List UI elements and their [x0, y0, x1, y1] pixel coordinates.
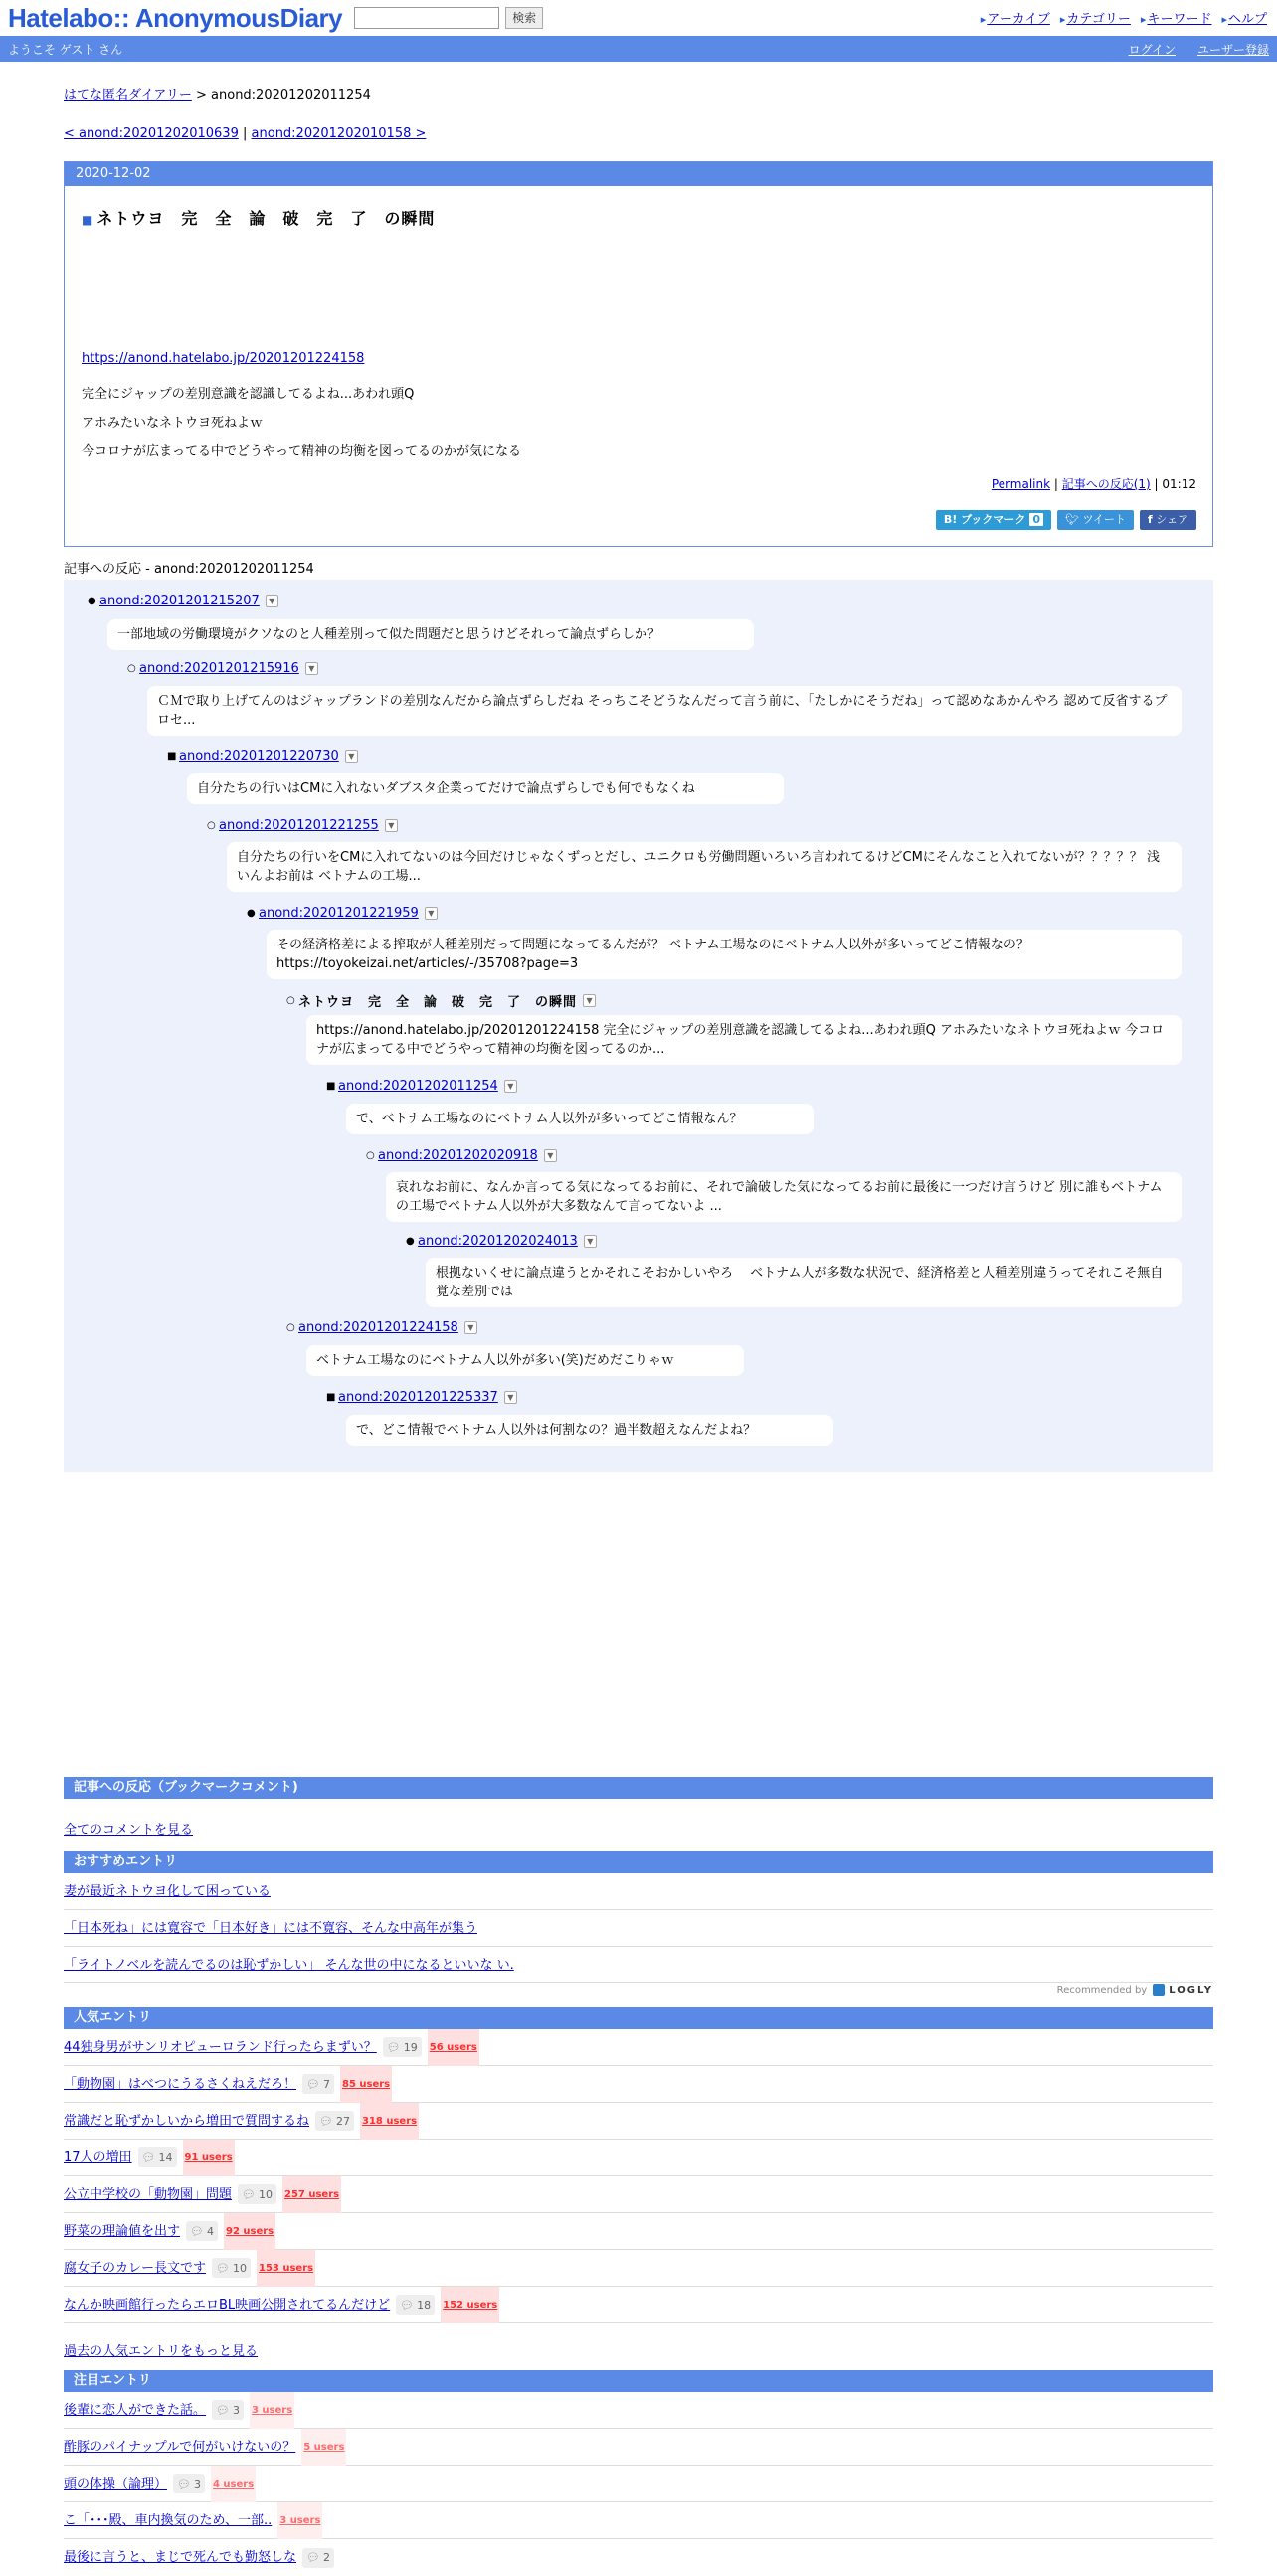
attention-link[interactable]: 酢豚のパイナップルで何がいけないの？ [64, 2439, 296, 2455]
reaction-node [286, 1320, 477, 1335]
recommended-link[interactable]: 「ライトノベルを読んでるのは恥ずかしい」 そんな世の中になるといいな い. [64, 1958, 514, 1973]
reaction-node [207, 818, 398, 833]
reaction-bubble: その経済格差による搾取が人種差別だって問題になってるんだが？ ベトナム工場なのにベトナム人以外が多いってどこ情報なの？ https://toyokeizai.net/articles/-/35708?page=3 [267, 930, 1182, 979]
category-link[interactable]: カテゴリー [1066, 12, 1131, 27]
reaction-id-link[interactable]: anond:20201201215207 [99, 594, 260, 608]
dropdown-icon[interactable]: ▼ [425, 907, 438, 920]
popular-item [64, 2250, 1213, 2287]
comment-count-value: 3 [232, 2403, 240, 2417]
tweet-button[interactable] [1057, 510, 1134, 530]
bullet-circle-icon: ○ [286, 995, 295, 1006]
reaction-bubble: https://anond.hatelabo.jp/20201201224158 完全にジャップの差別意識を認識してるよね...あわれ頭Q アホみたいなネトウヨ死ねよｗ 今コロナが広まってる中でどうやって精神の均衡を図ってるのか... [306, 1015, 1182, 1065]
bullet-circle-icon: ○ [286, 1322, 295, 1333]
reaction-title: ネトウヨ 完 全 論 破 完 了 の瞬間 [298, 995, 578, 1010]
keyword-link[interactable]: キーワード [1147, 12, 1212, 27]
reaction-id-link[interactable]: anond:20201201221255 [219, 818, 379, 833]
popular-item [64, 2287, 1213, 2323]
reaction-bubble: で、どこ情報でベトナム人以外は何割なの？過半数超えなんだよね？ [346, 1415, 833, 1446]
search-input[interactable] [354, 7, 499, 29]
header-links [981, 8, 1267, 27]
bookmark-users-badge[interactable]: 3 users [250, 2392, 294, 2429]
breadcrumb-separator: > [195, 88, 207, 103]
comment-count-value: 10 [258, 2187, 273, 2201]
attention-link[interactable]: 頭の体操（論理） [64, 2476, 168, 2491]
reaction-node [326, 1079, 517, 1094]
entry-navigation [64, 126, 1213, 141]
entry-url-link[interactable]: https://anond.hatelabo.jp/20201201224158 [82, 351, 365, 366]
bullet-disc-icon: ● [406, 1236, 415, 1247]
bookmark-users-badge[interactable]: 85 users [340, 2066, 392, 2103]
popular-link[interactable]: なんか映画館行ったらエロBL映画公開されてるんだけど [64, 2297, 391, 2313]
dropdown-icon[interactable]: ▼ [385, 819, 398, 832]
popular-item [64, 2140, 1213, 2176]
more-popular-link[interactable]: 過去の人気エントリをもっと見る [64, 2344, 259, 2359]
bookmark-users-badge[interactable]: 257 users [282, 2176, 341, 2213]
reaction-bubble: で、ベトナム工場なのにベトナム人以外が多いってどこ情報なん？ [346, 1104, 814, 1134]
recommended-item [64, 1910, 1213, 1947]
comment-count[interactable] [302, 2074, 334, 2094]
bookmark-users-badge[interactable]: 153 users [257, 2250, 315, 2287]
popular-link[interactable]: 常識だと恥ずかしいから増田で質問するね [64, 2113, 310, 2129]
bullet-square-icon: ■ [326, 1392, 336, 1403]
comment-count[interactable] [383, 2037, 422, 2057]
dropdown-icon[interactable]: ▼ [504, 1391, 517, 1404]
reaction-id-link[interactable]: anond:20201201224158 [298, 1320, 458, 1335]
facebook-share-button[interactable] [1140, 510, 1196, 530]
recommended-link[interactable]: 「日本死ね」には寛容で「日本好き」には不寛容、そんな中高年が集う [64, 1921, 478, 1936]
comment-bubble-icon: 💬︎ [306, 2551, 320, 2564]
login-link[interactable]: ログイン [1128, 42, 1176, 57]
comment-bubble-icon: 💬︎ [216, 2261, 230, 2275]
comment-count-value: 3 [193, 2477, 201, 2490]
comment-bubble-icon: 💬︎ [141, 2150, 156, 2164]
reaction-bubble: 根拠ないくせに論点違うとかそれこそおかしいやろ ベトナム人が多数な状況で、経済格差と人種差別違うってそれこそ無自覚な差別では [426, 1258, 1182, 1307]
attention-item [64, 2466, 1213, 2502]
arrow-icon: ▸ [1140, 13, 1147, 26]
reaction-bubble: ベトナム工場なのにベトナム人以外が多い(笑)だめだこりゃｗ [306, 1345, 744, 1376]
entry-footer: Permalink | 記事への反応(1) | 01:12 [991, 477, 1196, 491]
entry-date: 2020-12-02 [65, 162, 1212, 186]
dropdown-icon[interactable]: ▼ [583, 994, 596, 1007]
reaction-node [127, 661, 318, 676]
top-bar [0, 0, 1277, 36]
comment-count-value: 19 [403, 2040, 418, 2054]
bullet-circle-icon: ○ [127, 663, 136, 674]
site-logo[interactable]: Hatelabo:: AnonymousDiary [8, 3, 343, 33]
popular-link[interactable]: 腐女子のカレー長文です [64, 2260, 207, 2276]
reaction-node [366, 1148, 557, 1163]
attention-item [64, 2429, 1213, 2466]
reaction-id-link[interactable]: anond:20201202020918 [378, 1148, 538, 1163]
bullet-square-icon: ■ [167, 751, 177, 762]
reactions-link[interactable]: 記事への反応(1) [1061, 477, 1151, 491]
comment-count[interactable] [315, 2111, 354, 2131]
reaction-node [406, 1234, 597, 1249]
attention-link[interactable]: 後輩に恋人ができた話。 [64, 2402, 207, 2418]
dropdown-icon[interactable]: ▼ [504, 1080, 517, 1093]
attention-item [64, 2539, 1213, 2576]
reaction-id-link[interactable]: anond:20201201225337 [338, 1390, 498, 1405]
bookmark-count: 0 [1029, 513, 1043, 526]
reaction-bubble: 一部地域の労働環境がクソなのと人種差別って似た問題だと思うけどそれって論点ずらしか？ [107, 619, 754, 650]
reaction-tree [64, 580, 1213, 1472]
reaction-bubble: ＣＭで取り上げてんのはジャップランドの差別なんだから論点ずらしだね そっちこそどうなんだって言う前に、「たしかにそうだね」って認めなあかんやろ 認めて反省するプロセ... [147, 686, 1182, 736]
comment-count-value: 27 [335, 2114, 350, 2128]
breadcrumb-current: anond:20201202011254 [211, 88, 371, 103]
bookmark-users-badge[interactable]: 3 users [277, 2502, 322, 2539]
signup-link[interactable]: ユーザー登録 [1196, 42, 1269, 57]
comment-count[interactable] [138, 2147, 177, 2167]
popular-heading: 人気エントリ [64, 2007, 1213, 2029]
dropdown-icon[interactable]: ▼ [266, 595, 278, 607]
comment-bubble-icon: 💬︎ [216, 2403, 230, 2417]
comment-count[interactable] [302, 2548, 334, 2568]
recommended-by-text: Recommended by [1056, 1984, 1148, 1996]
attention-item [64, 2392, 1213, 2429]
comment-count[interactable] [396, 2295, 435, 2315]
welcome-bar [0, 36, 1277, 62]
comment-bubble-icon: 💬︎ [319, 2114, 333, 2128]
share-buttons [936, 510, 1196, 530]
bookmark-users-badge[interactable]: 152 users [441, 2287, 499, 2323]
comment-count[interactable] [186, 2221, 218, 2241]
reaction-id-link[interactable]: anond:20201201220730 [179, 749, 339, 764]
recommended-item [64, 1873, 1213, 1910]
tweet-label: ツイート [1082, 513, 1126, 526]
entry-body-line: 完全にジャップの差別意識を認識してるよね...あわれ頭Q [82, 387, 415, 402]
next-entry-link[interactable]: anond:20201202010158 > [251, 126, 427, 141]
search-button[interactable]: 検索 [505, 7, 543, 29]
dropdown-icon[interactable]: ▼ [584, 1235, 597, 1248]
comment-bubble-icon: 💬︎ [242, 2187, 256, 2201]
arrow-icon: ▸ [980, 13, 987, 26]
comment-count-value: 18 [417, 2298, 432, 2312]
attention-link[interactable]: こ「･･･殿、車内換気のため、一部.. [64, 2512, 273, 2528]
dropdown-icon[interactable]: ▼ [464, 1321, 477, 1334]
popular-item [64, 2213, 1213, 2250]
comment-bubble-icon: 💬︎ [386, 2040, 401, 2054]
comment-count-value: 14 [158, 2150, 173, 2164]
dropdown-icon[interactable]: ▼ [544, 1149, 557, 1162]
comment-count[interactable] [212, 2258, 251, 2278]
nav-separator: | [243, 126, 248, 141]
recommended-item [64, 1947, 1213, 1983]
arrow-icon: ▸ [1221, 13, 1227, 26]
facebook-share-label: シェア [1156, 513, 1188, 526]
permalink-link[interactable]: Permalink [991, 477, 1051, 491]
square-icon[interactable]: ■ [82, 213, 94, 227]
comment-count-value: 7 [322, 2077, 330, 2091]
popular-item [64, 2103, 1213, 2140]
reaction-bubble: 哀れなお前に、なんか言ってる気になってるお前に、それで論破した気になってるお前に最後に一つだけ言うけど 別に誰もベトナムの工場でベトナム人以外が大多数なんて言ってないよ ... [386, 1172, 1182, 1222]
comment-count[interactable] [212, 2400, 244, 2420]
entry-body-line: 今コロナが広まってる中でどうやって精神の均衡を図ってるのかが気になる [82, 444, 522, 459]
help-link[interactable]: ヘルプ [1227, 12, 1267, 27]
archive-link[interactable]: アーカイブ [987, 12, 1050, 27]
logly-icon [1153, 1984, 1165, 1996]
attention-heading: 注目エントリ [64, 2370, 1213, 2392]
bullet-circle-icon: ○ [366, 1150, 375, 1161]
entry-time: 01:12 [1162, 477, 1196, 491]
attention-link[interactable]: 最後に言うと、まじで死んでも勤怒しな [64, 2550, 297, 2565]
facebook-icon: f [1147, 513, 1153, 526]
breadcrumb-home-link[interactable]: はてな匿名ダイアリー [64, 88, 192, 103]
reaction-id-link[interactable]: anond:20201202011254 [338, 1079, 498, 1094]
reaction-node [88, 594, 278, 608]
popular-link[interactable]: 「動物園」はべつにうるさくねえだろ！ [64, 2076, 297, 2092]
comment-count[interactable] [173, 2474, 205, 2493]
bullet-disc-icon: ● [88, 596, 96, 606]
popular-item [64, 2029, 1213, 2066]
entry-title [82, 206, 435, 229]
popular-link[interactable]: 野菜の理論値を出す [64, 2223, 181, 2239]
bullet-square-icon: ■ [326, 1081, 336, 1092]
recommended-by [1057, 1984, 1213, 1996]
reaction-id-link[interactable]: anond:20201201221959 [259, 906, 419, 921]
popular-link[interactable]: 17人の増田 [64, 2149, 132, 2165]
logly-logo[interactable] [1153, 1984, 1213, 1996]
search-form [354, 7, 543, 29]
bookmark-users-badge[interactable]: 56 users [428, 2029, 479, 2066]
breadcrumb [64, 85, 1213, 103]
popular-link[interactable]: 公立中学校の「動物園」問題 [64, 2186, 233, 2202]
recommended-heading: おすすめエントリ [64, 1851, 1213, 1873]
reaction-id-link[interactable]: anond:20201202024013 [418, 1234, 578, 1249]
popular-item [64, 2066, 1213, 2103]
comment-count-value: 2 [322, 2551, 330, 2564]
recommended-link[interactable]: 妻が最近ネトウヨ化して困っている [64, 1884, 272, 1899]
comment-bubble-icon: 💬︎ [190, 2224, 204, 2238]
logly-text: LOGLY [1169, 1984, 1213, 1996]
bullet-disc-icon: ● [247, 908, 256, 919]
entry-body-line: アホみたいなネトウヨ死ねよｗ [82, 416, 264, 430]
attention-item [64, 2502, 1213, 2539]
comment-bubble-icon: 💬︎ [306, 2077, 320, 2091]
reaction-node [247, 906, 438, 921]
bookmark-comments-heading: 記事への反応（ブックマークコメント) [64, 1777, 1213, 1799]
hatena-bookmark-button[interactable] [936, 510, 1051, 530]
bullet-circle-icon: ○ [207, 820, 216, 831]
bookmark-users-badge[interactable]: 4 users [211, 2466, 256, 2502]
comment-bubble-icon: 💬︎ [177, 2477, 191, 2490]
reaction-node [326, 1390, 517, 1405]
reaction-bubble: 自分たちの行いはCMに入れないダブスタ企業ってだけで論点ずらしでも何でもなくね [187, 773, 784, 804]
reaction-node [286, 991, 596, 1010]
popular-item [64, 2176, 1213, 2213]
reactions-heading: 記事への反応 - anond:20201202011254 [64, 558, 1213, 581]
bookmark-users-badge[interactable]: 318 users [360, 2103, 419, 2140]
reaction-node [167, 749, 358, 764]
entry-title-text: ネトウヨ 完 全 論 破 完 了 の瞬間 [96, 209, 436, 228]
comment-bubble-icon: 💬︎ [400, 2298, 415, 2312]
welcome-text: ようこそ ゲスト さん [8, 42, 123, 57]
dropdown-icon[interactable]: ▼ [305, 662, 318, 675]
dropdown-icon[interactable]: ▼ [345, 750, 358, 763]
bookmark-users-badge[interactable]: 5 users [301, 2429, 346, 2466]
comment-count-value: 10 [232, 2261, 247, 2275]
diary-entry [64, 161, 1213, 547]
reaction-id-link[interactable]: anond:20201201215916 [139, 661, 299, 676]
arrow-icon: ▸ [1059, 13, 1066, 26]
bookmark-users-badge[interactable]: 92 users [224, 2213, 275, 2250]
reaction-bubble: 自分たちの行いをCMに入れてないのは今回だけじゃなくずっとだし、ユニクロも労働問題いろいろ言われてるけどCMにそんなこと入れてないが？？？？？ 浅いんよお前は ベトナムの工場... [227, 842, 1182, 892]
all-comments-link[interactable]: 全てのコメントを見る [64, 1823, 194, 1838]
bookmark-label: B! ブックマーク [943, 513, 1026, 526]
twitter-bird-icon: 🐦︎ [1065, 513, 1079, 526]
prev-entry-link[interactable]: < anond:20201202010639 [64, 126, 239, 141]
popular-link[interactable]: 44独身男がサンリオピューロランド行ったらまずい？ [64, 2039, 377, 2055]
bookmark-users-badge[interactable]: 91 users [183, 2140, 235, 2176]
comment-count[interactable] [238, 2184, 276, 2204]
comment-count-value: 4 [206, 2224, 214, 2238]
